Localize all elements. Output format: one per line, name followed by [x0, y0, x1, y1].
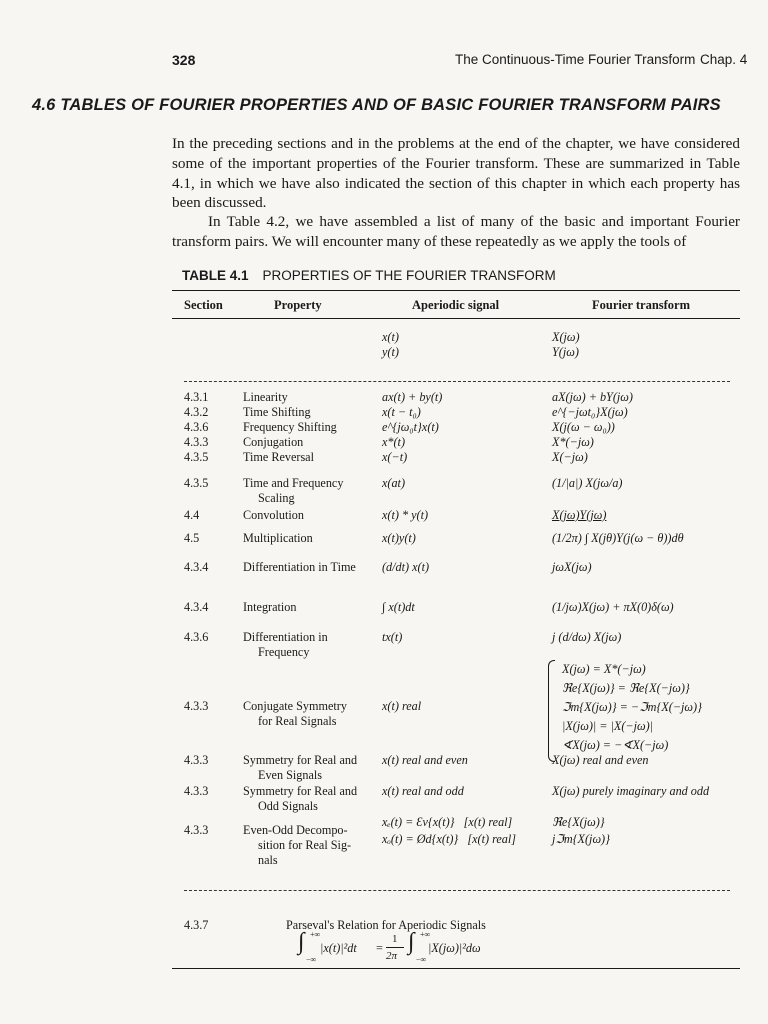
- row-signal: e^{jω₀t}x(t): [382, 420, 439, 434]
- row-property: Differentiation in: [243, 630, 328, 644]
- int-upper: +∞: [420, 930, 431, 939]
- row-property-cont: sition for Real Sig-: [258, 838, 352, 852]
- row-transform: X(jω) real and even: [552, 753, 649, 767]
- row-transform-line: ∢X(jω) = −∢X(−jω): [562, 738, 669, 752]
- row-transform: aX(jω) + bY(jω): [552, 390, 633, 404]
- row-signal: x(at): [382, 476, 406, 490]
- row-signal: x(t) real: [382, 699, 422, 713]
- table-label: TABLE 4.1: [182, 268, 249, 283]
- row-transform: (1/jω)X(jω) + πX(0)δ(ω): [552, 600, 674, 614]
- row-property: Conjugate Symmetry: [243, 699, 347, 713]
- parseval-equals: =: [376, 941, 383, 955]
- integral-sign: ∫: [298, 929, 305, 955]
- parseval-lhs: |x(t)|²dt: [320, 941, 357, 955]
- row-signal: x(t) real and odd: [382, 784, 464, 798]
- row-signal: x(t − t₀): [382, 405, 421, 419]
- table-caption: [182, 268, 556, 283]
- row-signal: ∫ x(t)dt: [382, 600, 415, 614]
- row-property: Linearity: [243, 390, 288, 404]
- row-section: 4.4: [184, 508, 200, 522]
- row-transform-line: ℜe{X(jω)} = ℜe{X(−jω)}: [562, 681, 690, 695]
- def-transform-y: Y(jω): [552, 345, 579, 359]
- row-property: Symmetry for Real and: [243, 753, 358, 767]
- row-property-cont: Scaling: [258, 491, 295, 505]
- row-signal: x(t) * y(t): [382, 508, 429, 522]
- parseval-title: Parseval's Relation for Aperiodic Signals: [286, 918, 486, 932]
- row-section: 4.3.1: [184, 390, 209, 404]
- row-transform: X(jω) purely imaginary and odd: [552, 784, 710, 798]
- def-signal-y: y(t): [382, 345, 399, 359]
- row-property-cont: nals: [258, 853, 278, 867]
- row-signal: ax(t) + by(t): [382, 390, 443, 404]
- int-upper: +∞: [310, 930, 321, 939]
- row-section: 4.3.5: [184, 450, 209, 464]
- row-property: Integration: [243, 600, 297, 614]
- row-section: 4.5: [184, 531, 200, 545]
- row-signal: xₑ(t) = Ɛv{x(t)} [x(t) real]: [382, 815, 513, 829]
- table-dashed-divider: [184, 381, 730, 382]
- brace-symbol: [548, 660, 555, 762]
- row-transform: j (d/dω) X(jω): [552, 630, 622, 644]
- row-signal: x(t) real and even: [382, 753, 468, 767]
- col-header-transform: Fourier transform: [592, 298, 691, 312]
- col-header-section: Section: [184, 298, 223, 312]
- row-signal-2: xₒ(t) = Ød{x(t)} [x(t) real]: [382, 832, 517, 846]
- row-section: 4.3.3: [184, 784, 209, 798]
- row-transform-line: |X(jω)| = |X(−jω)|: [562, 719, 654, 733]
- row-transform-line: ℑm{X(jω)} = −ℑm{X(−jω)}: [562, 700, 702, 714]
- row-property: Conjugation: [243, 435, 304, 449]
- row-property: Time Shifting: [243, 405, 311, 419]
- table-top-rule: [172, 290, 740, 291]
- row-property: Differentiation in Time: [243, 560, 356, 574]
- row-transform: (1/|a|) X(jω/a): [552, 476, 623, 490]
- row-transform: (1/2π) ∫ X(jθ)Y(j(ω − θ))dθ: [552, 531, 684, 545]
- row-property: Time Reversal: [243, 450, 314, 464]
- frac-den: 2π: [386, 950, 398, 962]
- section-title: 4.6 TABLES OF FOURIER PROPERTIES AND OF BASIC FOURIER TRANSFORM PAIRS: [32, 96, 721, 114]
- page-number: 328: [172, 52, 196, 68]
- row-property-cont: for Real Signals: [258, 714, 337, 728]
- def-signal-x: x(t): [382, 330, 399, 344]
- row-transform-line: X(jω) = X*(−jω): [562, 662, 646, 676]
- frac-bar: [386, 947, 404, 948]
- row-property-cont: Even Signals: [258, 768, 322, 782]
- row-transform: X(−jω): [552, 450, 588, 464]
- int-lower: −∞: [416, 955, 427, 964]
- row-transform: X*(−jω): [552, 435, 594, 449]
- row-property: Multiplication: [243, 531, 313, 545]
- row-property-cont: Odd Signals: [258, 799, 318, 813]
- paragraph-1: In the preceding sections and in the problems at the end of the chapter, we have considered some of the important properties of the Fourier transform. These are summarized in Table 4.1, in which we have also indicated the section of this chapter in which each property has been discussed.: [172, 135, 740, 212]
- row-transform-2: jℑm{X(jω)}: [552, 832, 610, 846]
- table-dashed-divider: [184, 890, 730, 891]
- frac-num: 1: [392, 933, 398, 945]
- row-signal: x*(t): [382, 435, 406, 449]
- col-header-property: Property: [274, 298, 322, 312]
- row-transform: X(jω)Y(jω): [552, 508, 607, 522]
- row-property-cont: Frequency: [258, 645, 310, 659]
- row-section: 4.3.5: [184, 476, 209, 490]
- table-bottom-rule: [172, 968, 740, 969]
- row-section: 4.3.3: [184, 435, 209, 449]
- row-section: 4.3.3: [184, 753, 209, 767]
- row-section: 4.3.6: [184, 420, 209, 434]
- row-section: 4.3.2: [184, 405, 209, 419]
- row-section: 4.3.3: [184, 699, 209, 713]
- int-lower: −∞: [306, 955, 317, 964]
- row-transform: ℜe{X(jω)}: [552, 815, 605, 829]
- row-signal: x(−t): [382, 450, 408, 464]
- table-caption-text: PROPERTIES OF THE FOURIER TRANSFORM: [262, 268, 556, 283]
- chapter-label: Chap. 4: [700, 52, 748, 67]
- row-property: Time and Frequency: [243, 476, 344, 490]
- row-section: 4.3.4: [184, 560, 209, 574]
- row-transform: X(j(ω − ω₀)): [552, 420, 615, 434]
- row-section: 4.3.4: [184, 600, 209, 614]
- def-transform-x: X(jω): [552, 330, 580, 344]
- paragraph-2: In Table 4.2, we have assembled a list of many of the basic and important Fourier transform pairs. We will encounter many of these repeatedly as we apply the tools of: [172, 213, 740, 250]
- row-property: Convolution: [243, 508, 304, 522]
- parseval-rhs: |X(jω)|²dω: [428, 941, 481, 955]
- table-header-rule: [172, 318, 740, 319]
- row-transform: jωX(jω): [552, 560, 592, 574]
- parseval-section: 4.3.7: [184, 918, 209, 932]
- row-signal: x(t)y(t): [382, 531, 416, 545]
- row-transform: e^{−jωt₀}X(jω): [552, 405, 628, 419]
- row-property: Symmetry for Real and: [243, 784, 358, 798]
- col-header-signal: Aperiodic signal: [412, 298, 500, 312]
- running-title: The Continuous-Time Fourier Transform: [455, 52, 696, 67]
- integral-sign: ∫: [408, 929, 415, 955]
- row-signal: (d/dt) x(t): [382, 560, 430, 574]
- row-property: Frequency Shifting: [243, 420, 337, 434]
- row-section: 4.3.6: [184, 630, 209, 644]
- row-signal: tx(t): [382, 630, 403, 644]
- row-property: Even-Odd Decompo-: [243, 823, 348, 837]
- row-section: 4.3.3: [184, 823, 209, 837]
